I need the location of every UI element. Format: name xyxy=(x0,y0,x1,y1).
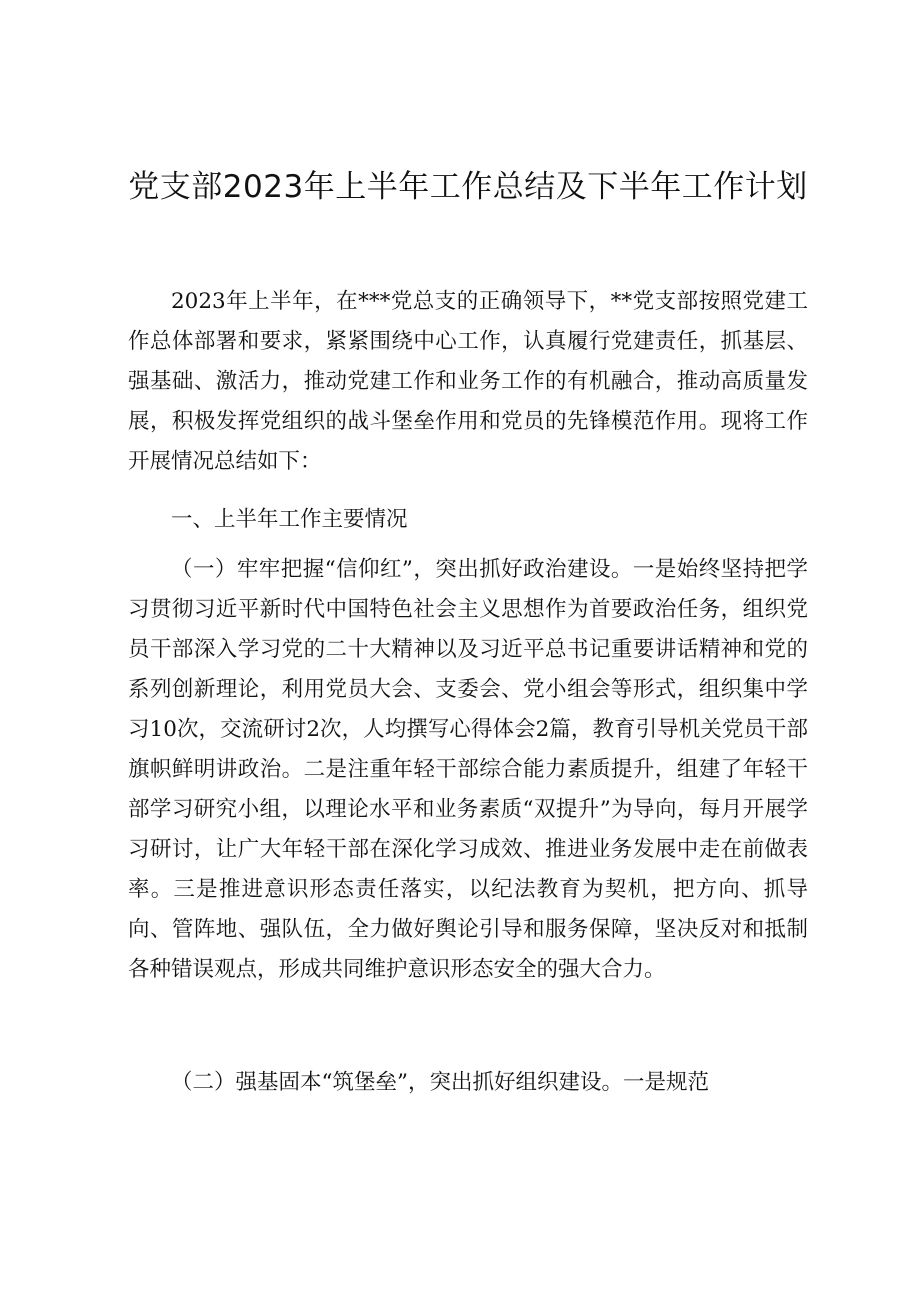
document-title: 党支部2023年上半年工作总结及下半年工作计划 xyxy=(128,169,808,205)
intro-paragraph: 2023年上半年，在***党总支的正确领导下，**党支部按照党建工作总体部署和要求，紧紧围绕中心工作，认真履行党建责任，抓基层、强基础、激活力，推动党建工作和业务工作的有机融合，推动高质量发展，积极发挥党组织的战斗堡垒作用和党员的先锋模范作用。现将工作开展情况总结如下： xyxy=(128,289,808,474)
section-heading-1: 一、上半年工作主要情况 xyxy=(171,507,408,532)
section-2-paragraph: （二）强基固本“筑堡垒”，突出抓好组织建设。一是规范 xyxy=(171,1070,709,1095)
section-1-paragraph: （一）牢牢把握“信仰红”，突出抓好政治建设。一是始终坚持把学习贯彻习近平新时代中国特色社会主义思想作为首要政治任务，组织党员干部深入学习党的二十大精神以及习近平总书记重要讲话精神和党的系列创新理论，利用党员大会、支委会、党小组会等形式，组织集中学习10次，交流研讨2次，人均撰写心得体会2篇，教育引导机关党员干部旗帜鲜明讲政治。二是注重年轻干部综合能力素质提升，组建了年轻干部学习研究小组，以理论水平和业务素质“双提升”为导向，每月开展学习研讨，让广大年轻干部在深化学习成效、推进业务发展中走在前做表率。三是推进意识形态责任落实，以纪法教育为契机，把方向、抓导向、管阵地、强队伍，全力做好舆论引导和服务保障，坚决反对和抵制各种错误观点，形成共同维护意识形态安全的强大合力。 xyxy=(128,557,808,982)
